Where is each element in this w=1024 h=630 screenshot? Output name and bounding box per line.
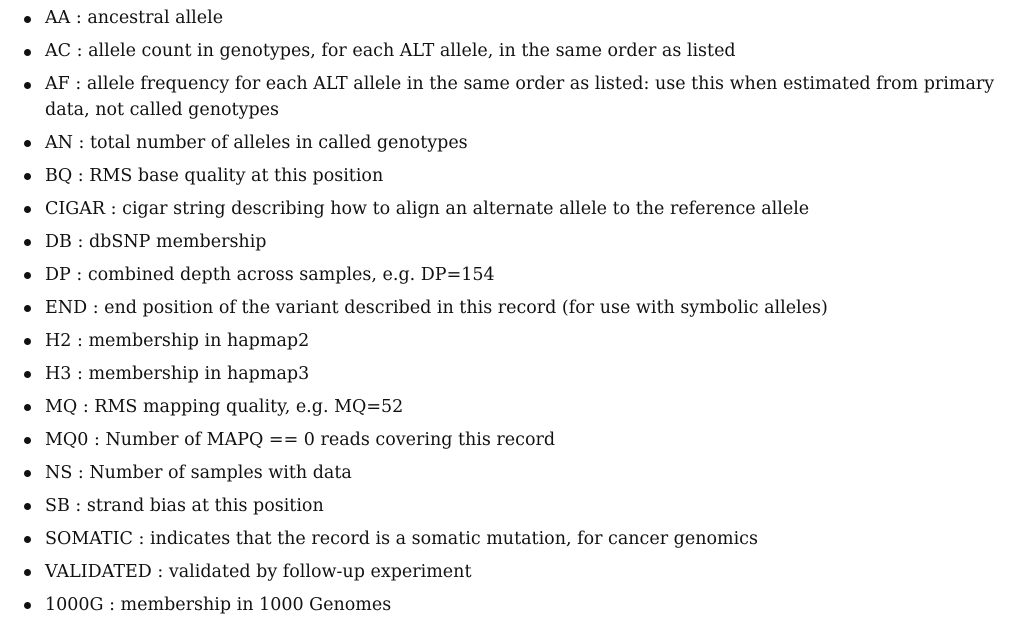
bullet-icon bbox=[24, 49, 31, 56]
list-item bbox=[0, 395, 1024, 421]
list-item bbox=[0, 197, 1024, 223]
field-key: MQ bbox=[45, 396, 78, 417]
field-description: end position of the variant described in this record (for use with symbolic alleles) bbox=[104, 297, 828, 318]
bullet-icon bbox=[24, 437, 31, 444]
bullet-icon bbox=[24, 371, 31, 378]
list-item bbox=[0, 494, 1024, 520]
list-item bbox=[0, 263, 1024, 289]
bullet-icon bbox=[24, 305, 31, 312]
field-description: RMS base quality at this position bbox=[89, 165, 384, 186]
bullet-icon bbox=[24, 206, 31, 213]
bullet-icon bbox=[24, 338, 31, 345]
bullet-icon bbox=[24, 239, 31, 246]
field-key: VALIDATED bbox=[45, 561, 152, 582]
list-item bbox=[0, 230, 1024, 256]
field-key: H3 bbox=[45, 363, 72, 384]
field-description: dbSNP membership bbox=[88, 231, 267, 252]
field-description: total number of alleles in called genotypes bbox=[89, 132, 468, 153]
list-item bbox=[0, 428, 1024, 454]
bullet-icon bbox=[24, 602, 31, 609]
field-key: SOMATIC bbox=[45, 528, 133, 549]
field-description: membership in hapmap2 bbox=[88, 330, 310, 351]
field-description: allele frequency for each ALT allele in the same order as listed: use this when estimated from primary data, not called genotypes bbox=[45, 74, 995, 120]
field-description: ancestral allele bbox=[87, 8, 224, 28]
field-description: membership in hapmap3 bbox=[88, 363, 310, 384]
field-key: AC bbox=[45, 41, 72, 61]
field-description: indicates that the record is a somatic mutation, for cancer genomics bbox=[149, 528, 758, 549]
list-item bbox=[0, 362, 1024, 388]
list-item bbox=[0, 131, 1024, 157]
list-item bbox=[0, 329, 1024, 355]
list-item bbox=[0, 164, 1024, 190]
bullet-icon bbox=[24, 536, 31, 543]
field-key: AN bbox=[45, 132, 73, 153]
field-description: validated by follow-up experiment bbox=[168, 561, 472, 582]
list-item bbox=[0, 527, 1024, 553]
list-item bbox=[0, 296, 1024, 322]
bullet-icon bbox=[24, 16, 31, 23]
list-item bbox=[0, 72, 1024, 123]
field-key: DP bbox=[45, 264, 71, 285]
field-description: Number of MAPQ == 0 reads covering this record bbox=[105, 429, 556, 450]
field-description: Number of samples with data bbox=[89, 462, 352, 483]
bullet-icon bbox=[24, 140, 31, 147]
list-item bbox=[0, 461, 1024, 487]
bullet-icon bbox=[24, 503, 31, 510]
field-description: combined depth across samples, e.g. DP=154 bbox=[87, 264, 495, 285]
field-key: CIGAR bbox=[45, 198, 106, 219]
bullet-icon bbox=[24, 569, 31, 576]
info-field-list bbox=[0, 6, 1024, 626]
field-key: AF bbox=[45, 74, 70, 94]
list-item bbox=[0, 593, 1024, 619]
bullet-icon bbox=[24, 272, 31, 279]
field-description: strand bias at this position bbox=[86, 495, 324, 516]
field-key: BQ bbox=[45, 165, 73, 186]
field-key: END bbox=[45, 297, 88, 318]
field-description: membership in 1000 Genomes bbox=[120, 594, 392, 615]
field-key: MQ0 bbox=[45, 429, 89, 450]
field-key: AA bbox=[45, 8, 71, 28]
field-description: RMS mapping quality, e.g. MQ=52 bbox=[94, 396, 404, 417]
bullet-icon bbox=[24, 82, 31, 89]
bullet-icon bbox=[24, 404, 31, 411]
field-key: NS bbox=[45, 462, 73, 483]
field-key: DB bbox=[45, 231, 72, 252]
field-description: cigar string describing how to align an alternate allele to the reference allele bbox=[122, 198, 810, 219]
list-item bbox=[0, 39, 1024, 65]
field-key: SB bbox=[45, 495, 70, 516]
field-key: H2 bbox=[45, 330, 72, 351]
bullet-icon bbox=[24, 470, 31, 477]
bullet-icon bbox=[24, 173, 31, 180]
field-key: 1000G bbox=[45, 594, 104, 615]
field-description: allele count in genotypes, for each ALT allele, in the same order as listed bbox=[88, 41, 736, 61]
list-item bbox=[0, 6, 1024, 32]
list-item bbox=[0, 560, 1024, 586]
